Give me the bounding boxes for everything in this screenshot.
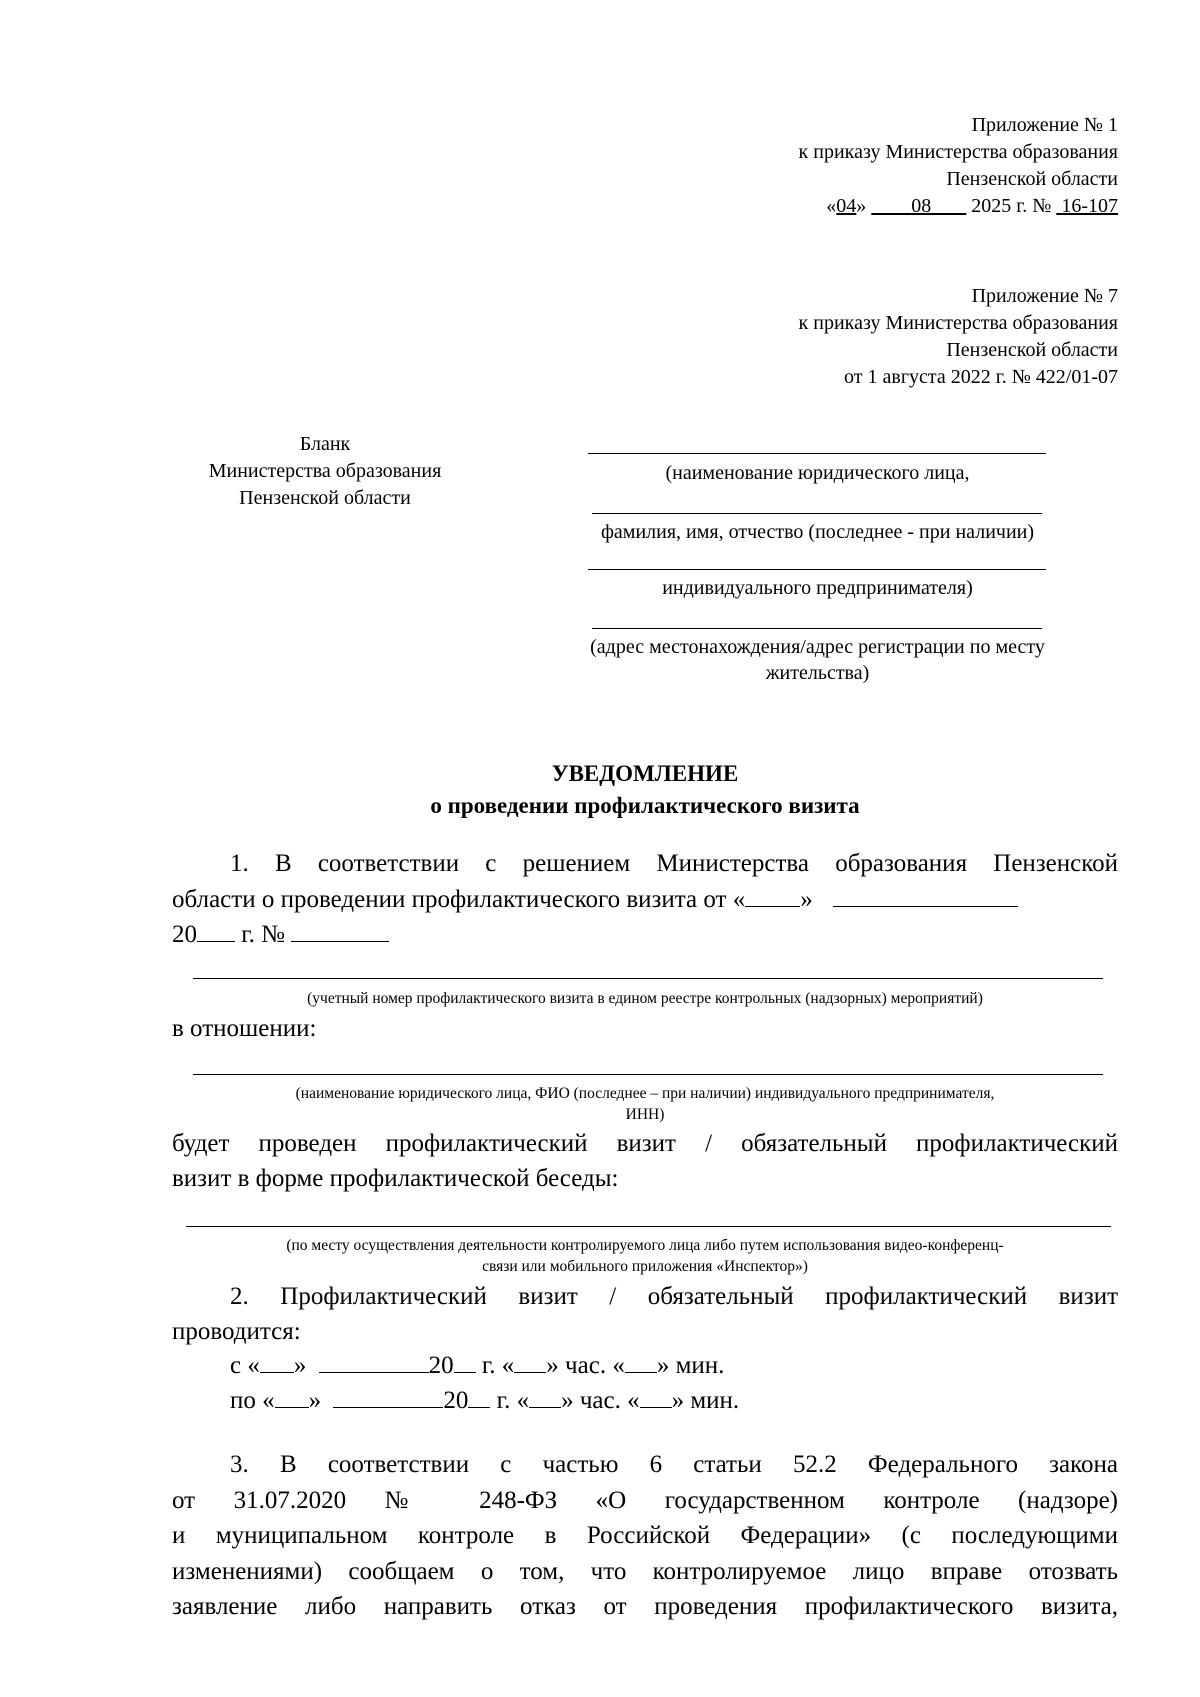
blank-region: Пензенской области <box>239 487 411 509</box>
will-be-line-1: будет проведен профилактический визит / обязательный профилактический <box>172 1130 1118 1157</box>
from-hours-field[interactable] <box>514 1353 546 1373</box>
record-number-caption: (учетный номер профилактического визита в едином реестре контрольных (надзорных) мероприятий) <box>307 990 983 1007</box>
appendix-1-year: 2025 г. № <box>971 195 1052 217</box>
appendix-1-day: 04 <box>836 195 857 217</box>
to-day-field[interactable] <box>275 1388 309 1408</box>
appendix-7-title: Приложение № 7 <box>971 285 1118 307</box>
from-minutes-field[interactable] <box>625 1353 657 1373</box>
appendix-7-block <box>598 283 1118 391</box>
para3-line1: 3. В соответствии с частью 6 статьи 52.2 Федерального закона <box>230 1451 1118 1478</box>
appendix-1-block <box>598 112 1118 220</box>
blank-ministry: Министерства образования <box>208 460 442 482</box>
in-relation-label: в отношении: <box>172 1015 317 1042</box>
addressee-caption-2: фамилия, имя, отчество (последнее - при наличии) <box>600 521 1035 543</box>
to-minutes-field[interactable] <box>640 1388 672 1408</box>
entity-field[interactable] <box>193 1074 1103 1075</box>
addressee-line-1 <box>588 453 1046 454</box>
date-day-field[interactable] <box>745 887 800 907</box>
addressee-line-3 <box>588 569 1046 570</box>
visit-from-line: с « » 20 г. « » час. « » мин. <box>230 1352 725 1379</box>
notice-subheading: о проведении профилактического визита <box>430 793 860 818</box>
addressee-caption-4: (адрес местонахождения/адрес регистрации по месту <box>590 636 1045 658</box>
appendix-7-order: к приказу Министерства образования <box>798 312 1118 334</box>
visit-place-caption-2: связи или мобильного приложения «Инспектор») <box>482 1258 808 1275</box>
will-be-line-2: визит в форме профилактической беседы: <box>172 1165 619 1192</box>
to-year-field[interactable] <box>468 1388 490 1408</box>
appendix-1-month: 08 <box>911 195 932 217</box>
para3-line4: изменениями) сообщаем о том, что контролируемое лицо вправе отозвать <box>172 1558 1118 1585</box>
entity-caption-2: ИНН) <box>625 1106 665 1123</box>
date-month-field[interactable] <box>833 887 1018 907</box>
appendix-7-date: от 1 августа 2022 г. № 422/01-07 <box>844 366 1118 388</box>
para1-line1: 1. В соответствии с решением Министерства образования Пензенской <box>230 850 1118 877</box>
ministry-blank <box>170 431 480 512</box>
appendix-7-region: Пензенской области <box>946 339 1118 361</box>
addressee-caption-5: жительства) <box>765 662 870 684</box>
para2-line2: проводится: <box>172 1318 301 1345</box>
from-month-field[interactable] <box>319 1353 429 1373</box>
addressee-caption-3: индивидуального предпринимателя) <box>662 577 973 599</box>
appendix-1-number: 16-107 <box>1061 195 1118 217</box>
appendix-1-date-line: «04» 08 2025 г. № 16-107 <box>826 195 1118 217</box>
para2-line1: 2. Профилактический визит / обязательный профилактический визит <box>230 1283 1118 1310</box>
para3-line5: заявление либо направить отказ от проведения профилактического визита, <box>172 1593 1118 1620</box>
date-year-field[interactable] <box>197 922 235 942</box>
addressee-line-2 <box>592 513 1042 514</box>
notice-heading: УВЕДОМЛЕНИЕ <box>551 761 739 786</box>
addressee-caption-1: (наименование юридического лица, <box>665 462 970 484</box>
to-hours-field[interactable] <box>529 1388 561 1408</box>
notice-title <box>172 758 1118 822</box>
appendix-1-title: Приложение № 1 <box>971 114 1118 136</box>
visit-place-caption-1: (по месту осуществления деятельности контролируемого лица либо путем использования видео-конференц- <box>286 1237 1004 1254</box>
to-month-field[interactable] <box>333 1388 443 1408</box>
from-year-field[interactable] <box>454 1353 476 1373</box>
blank-label: Бланк <box>299 433 351 455</box>
visit-to-line: по « » 20 г. « » час. « » мин. <box>230 1387 740 1414</box>
para1-line2: области о проведении профилактического визита от « » <box>172 883 1118 917</box>
visit-place-field[interactable] <box>186 1226 1111 1227</box>
appendix-1-region: Пензенской области <box>946 168 1118 190</box>
para3-line2: от 31.07.2020 № 248-ФЗ «О государственном контроле (надзоре) <box>172 1487 1118 1514</box>
decision-number-field[interactable] <box>291 922 389 942</box>
record-number-field[interactable] <box>193 978 1103 979</box>
from-day-field[interactable] <box>260 1353 294 1373</box>
appendix-1-order: к приказу Министерства образования <box>798 141 1118 163</box>
para3-line3: и муниципальном контроле в Российской Федерации» (с последующими <box>172 1522 1118 1549</box>
addressee-line-4 <box>592 628 1042 629</box>
entity-caption-1: (наименование юридического лица, ФИО (последнее – при наличии) индивидуального предпринимателя, <box>295 1085 995 1102</box>
para1-line3: 20 г. № <box>172 918 389 952</box>
